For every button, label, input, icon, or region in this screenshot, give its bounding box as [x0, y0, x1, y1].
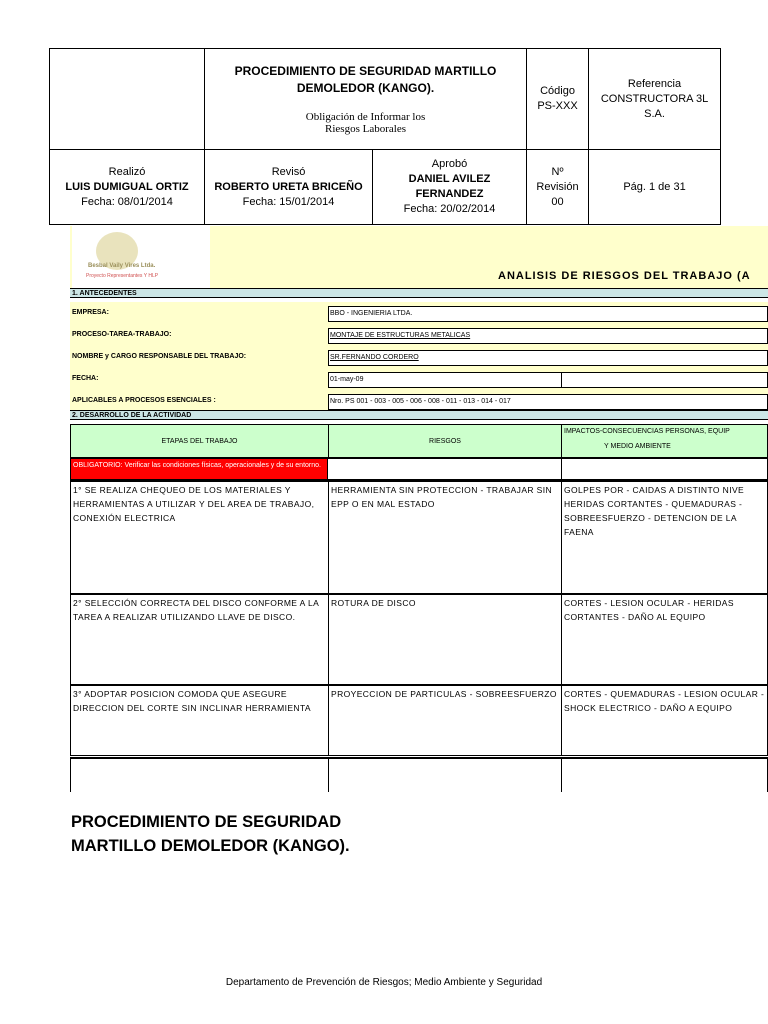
field-proceso-label: PROCESO-TAREA-TRABAJO: — [72, 331, 172, 338]
row4-riesgo — [328, 759, 562, 792]
procedure-title: PROCEDIMIENTO DE SEGURIDAD MARTILLO DEMOLEDOR (KANGO). — [234, 64, 497, 95]
subtitle-line1: Obligación de Informar los — [305, 111, 426, 123]
revision-value: 00 — [551, 195, 564, 208]
document-header — [49, 48, 720, 225]
field-responsable — [70, 346, 768, 368]
field-responsable-label: NOMBRE y CARGO RESPONSABLE DEL TRABAJO: — [72, 353, 247, 360]
revision-label: Nº Revisión — [536, 165, 579, 193]
row1-etapa: 1° SE REALIZA CHEQUEO DE LOS MATERIALES Y HERRAMIENTAS A UTILIZAR Y DEL AREA DE TRABAJO, CONEXIÓN ELECTRICA — [70, 482, 329, 594]
page-number: Pág. 1 de 31 — [623, 180, 686, 193]
obligatorio-blank-riesgos — [327, 458, 562, 480]
risk-analysis-form — [70, 226, 768, 792]
title-cell — [205, 49, 527, 150]
company-logo — [72, 226, 210, 288]
referencia-value: CONSTRUCTORA 3L S.A. — [600, 92, 709, 120]
realizo-cell — [50, 150, 205, 225]
page-number-cell — [589, 150, 721, 225]
logo-cell — [50, 49, 205, 150]
field-fecha — [70, 368, 768, 390]
row2-riesgo: ROTURA DE DISCO — [328, 595, 562, 685]
row3-etapa: 3° ADOPTAR POSICION COMODA QUE ASEGURE DIRECCION DEL CORTE SIN INCLINAR HERRAMIENTA — [70, 686, 329, 756]
reviso-label: Revisó — [271, 165, 306, 178]
row4-impacto — [561, 759, 768, 792]
field-fecha-value: 01-may-09 — [330, 376, 364, 383]
field-empresa — [70, 302, 768, 324]
aprobo-date: Fecha: 20/02/2014 — [403, 203, 496, 215]
codigo-cell — [527, 49, 589, 150]
field-aplicables-label: APLICABLES A PROCESOS ESENCIALES : — [72, 397, 216, 404]
field-proceso-value: MONTAJE DE ESTRUCTURAS METALICAS — [330, 332, 471, 339]
aprobo-label: Aprobó — [431, 158, 468, 170]
codigo-label: Código — [540, 85, 575, 97]
row4-etapa — [70, 759, 329, 792]
aprobo-cell — [373, 150, 527, 225]
realizo-name: LUIS DUMIGUAL ORTIZ — [65, 180, 189, 193]
logo-company-name: Besbal Vaily Vires Ltda. — [88, 263, 156, 269]
col-impactos-line2: Y MEDIO AMBIENTE — [604, 443, 671, 450]
document-title — [71, 810, 350, 858]
reviso-name: ROBERTO URETA BRICEÑO — [214, 180, 363, 193]
document-title-line2: MARTILLO DEMOLEDOR (KANGO). — [71, 837, 350, 855]
reviso-cell — [205, 150, 373, 225]
obligatorio-blank-impactos — [561, 458, 768, 480]
referencia-label: Referencia — [627, 77, 682, 90]
row3-impacto: CORTES - QUEMADURAS - LESION OCULAR - SHOCK ELECTRICO - DAÑO A EQUIPO — [561, 686, 768, 756]
row1-riesgo: HERRAMIENTA SIN PROTECCION - TRABAJAR SIN EPP O EN MAL ESTADO — [328, 482, 562, 594]
aprobo-name: DANIEL AVILEZ FERNANDEZ — [408, 173, 491, 200]
section-desarrollo: 2. DESARROLLO DE LA ACTIVIDAD — [70, 410, 768, 420]
section-antecedentes: 1. ANTECEDENTES — [70, 288, 768, 298]
field-aplicables — [70, 390, 768, 412]
col-impactos-line1: IMPACTOS-CONSECUENCIAS PERSONAS, EQUIP — [564, 428, 730, 435]
reviso-date: Fecha: 15/01/2014 — [242, 195, 335, 208]
form-title: ANALISIS DE RIESGOS DEL TRABAJO (A — [498, 270, 751, 282]
page-footer: Departamento de Prevención de Riesgos; Medio Ambiente y Seguridad — [225, 977, 543, 988]
row3-riesgo: PROYECCION DE PARTICULAS - SOBREESFUERZO — [328, 686, 562, 756]
field-empresa-value: BBO - INGENIERIA LTDA. — [330, 310, 413, 317]
field-fecha-label: FECHA: — [72, 375, 99, 382]
revision-cell — [527, 150, 589, 225]
field-responsable-value: SR.FERNANDO CORDERO — [330, 354, 419, 361]
col-etapas: ETAPAS DEL TRABAJO — [70, 424, 329, 458]
realizo-date: Fecha: 08/01/2014 — [81, 195, 173, 208]
row2-impacto: CORTES - LESION OCULAR - HERIDAS CORTANTES - DAÑO AL EQUIPO — [561, 595, 768, 685]
field-proceso — [70, 324, 768, 346]
subtitle-line2: Riesgos Laborales — [325, 123, 406, 135]
row1-impacto: GOLPES POR - CAIDAS A DISTINTO NIVE HERIDAS CORTANTES - QUEMADURAS - SOBREESFUERZO - DETENCION DE LA FAENA — [561, 482, 768, 594]
col-impactos — [561, 424, 768, 458]
col-riesgos: RIESGOS — [328, 424, 562, 458]
document-title-line1: PROCEDIMIENTO DE SEGURIDAD — [71, 813, 342, 831]
obligatorio-note: OBLIGATORIO: Verificar las condiciones físicas, operacionales y de su entorno. — [70, 458, 328, 480]
codigo-value: PS-XXX — [537, 100, 578, 112]
realizo-label: Realizó — [108, 165, 146, 178]
logo-tagline: Proyecto Representantes Y HLP — [86, 273, 159, 279]
referencia-cell — [589, 49, 721, 150]
field-empresa-label: EMPRESA: — [72, 309, 109, 316]
field-aplicables-value: Nro. PS 001 - 003 - 005 - 006 - 008 - 011 - 013 - 014 - 017 — [330, 398, 511, 405]
row2-etapa: 2° SELECCIÓN CORRECTA DEL DISCO CONFORME A LA TAREA A REALIZAR UTILIZANDO LLAVE DE DISCO. — [70, 595, 329, 685]
